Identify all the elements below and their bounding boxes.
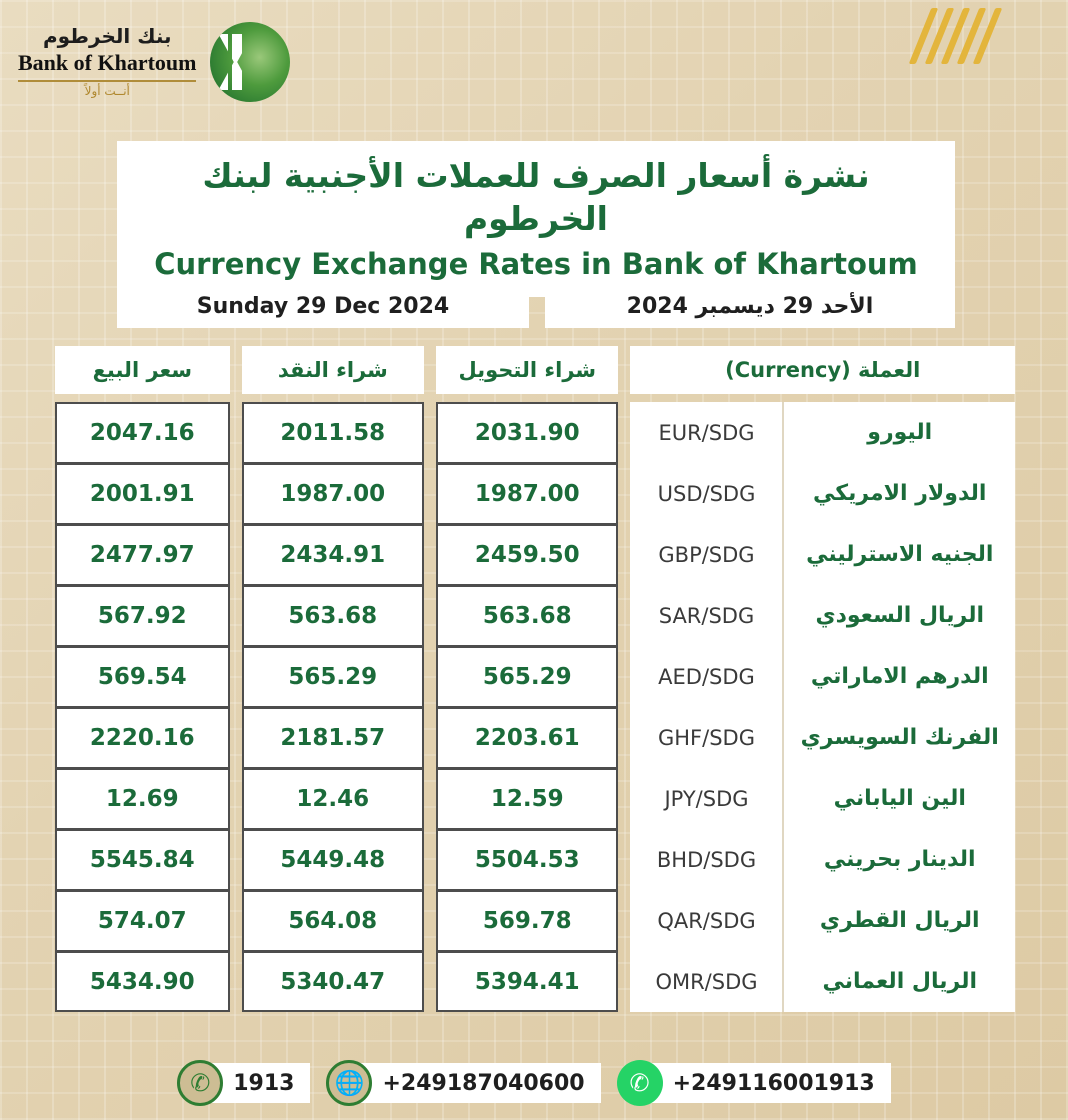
- contact-phone[interactable]: [177, 1060, 310, 1106]
- cell-sell: 569.54: [55, 646, 230, 707]
- currency-code: AED/SDG: [630, 646, 784, 707]
- cell-sell: 5434.90: [55, 951, 230, 1012]
- column-header-sell: سعر البيع: [55, 346, 230, 394]
- title-arabic: نشرة أسعار الصرف للعملات الأجنبية لبنك الخرطوم: [202, 156, 870, 238]
- date-row: [117, 284, 955, 328]
- currency-name: الين الياباني: [833, 786, 966, 811]
- date-arabic: الأحد 29 ديسمبر 2024: [545, 284, 955, 328]
- cell-sell: 2047.16: [55, 402, 230, 463]
- bank-name-english: Bank of Khartoum: [18, 49, 197, 75]
- bank-logo: [18, 22, 290, 102]
- globe-headset-icon: 🌐: [326, 1060, 372, 1106]
- contact-callcenter[interactable]: [326, 1060, 600, 1106]
- currency-name: الريال السعودي: [815, 603, 985, 628]
- cell-buy-transfer: 12.59: [436, 768, 618, 829]
- cell-buy-transfer: 563.68: [436, 585, 618, 646]
- cell-sell: 574.07: [55, 890, 230, 951]
- cell-buy-transfer: 2203.61: [436, 707, 618, 768]
- cell-buy-cash: 564.08: [242, 890, 424, 951]
- contact-whatsapp[interactable]: [617, 1060, 891, 1106]
- table-row: [630, 951, 1015, 1012]
- cell-buy-cash: 565.29: [242, 646, 424, 707]
- cell-buy-transfer: 1987.00: [436, 463, 618, 524]
- cell-buy-cash: 5449.48: [242, 829, 424, 890]
- bok-logo-mark-icon: [210, 22, 290, 102]
- cell-buy-cash: 2011.58: [242, 402, 424, 463]
- cell-buy-cash: 5340.47: [242, 951, 424, 1012]
- cell-buy-cash: 2181.57: [242, 707, 424, 768]
- contact-callcenter-number: +249187040600: [358, 1063, 600, 1103]
- poster-title-card: [117, 141, 955, 297]
- cell-sell: 2001.91: [55, 463, 230, 524]
- cell-buy-cash: 2434.91: [242, 524, 424, 585]
- currency-code: BHD/SDG: [630, 829, 784, 890]
- cell-buy-transfer: 5504.53: [436, 829, 618, 890]
- column-header-buy-cash: شراء النقد: [242, 346, 424, 394]
- column-header-currency: العملة (Currency): [630, 346, 1015, 394]
- cell-sell: 567.92: [55, 585, 230, 646]
- cell-sell: 2477.97: [55, 524, 230, 585]
- bank-logo-text: [18, 25, 196, 99]
- cell-buy-cash: 12.46: [242, 768, 424, 829]
- cell-buy-transfer: 2031.90: [436, 402, 618, 463]
- column-buy-cash: [242, 402, 424, 1012]
- table-row: [630, 707, 1015, 768]
- currency-code: QAR/SDG: [630, 890, 784, 951]
- currency-name: اليورو: [867, 420, 933, 445]
- table-row: [630, 585, 1015, 646]
- currency-name: الدرهم الاماراتي: [810, 664, 989, 689]
- cell-buy-cash: 563.68: [242, 585, 424, 646]
- table-row: [630, 463, 1015, 524]
- phone-icon: ✆: [177, 1060, 223, 1106]
- bank-name-arabic: بنك الخرطوم: [42, 23, 172, 48]
- currency-code: JPY/SDG: [630, 768, 784, 829]
- cell-buy-transfer: 5394.41: [436, 951, 618, 1012]
- currency-code: GBP/SDG: [630, 524, 784, 585]
- table-row: [630, 402, 1015, 463]
- date-english: Sunday 29 Dec 2024: [117, 284, 529, 328]
- cell-sell: 5545.84: [55, 829, 230, 890]
- currency-code: SAR/SDG: [630, 585, 784, 646]
- contact-footer: [0, 1060, 1068, 1106]
- column-header-buy-transfer: شراء التحويل: [436, 346, 618, 394]
- table-body: [55, 402, 1015, 1012]
- currency-code: EUR/SDG: [630, 402, 784, 463]
- column-currency: [630, 402, 1015, 1012]
- table-row: [630, 646, 1015, 707]
- cell-buy-transfer: 565.29: [436, 646, 618, 707]
- logo-divider: [18, 80, 196, 82]
- table-row: [630, 768, 1015, 829]
- column-sell: [55, 402, 230, 1012]
- column-buy-transfer: [436, 402, 618, 1012]
- cell-buy-transfer: 569.78: [436, 890, 618, 951]
- exchange-rate-table: [55, 346, 1015, 1012]
- poster-header: [0, 0, 1068, 128]
- table-row: [630, 524, 1015, 585]
- contact-whatsapp-number: +249116001913: [649, 1063, 891, 1103]
- table-row: [630, 890, 1015, 951]
- cell-buy-cash: 1987.00: [242, 463, 424, 524]
- table-row: [630, 829, 1015, 890]
- bank-slogan: أنــت أولاً: [84, 84, 130, 99]
- cell-sell: 2220.16: [55, 707, 230, 768]
- currency-code: USD/SDG: [630, 463, 784, 524]
- cell-buy-transfer: 2459.50: [436, 524, 618, 585]
- currency-code: GHF/SDG: [630, 707, 784, 768]
- currency-name: الجنيه الاسترليني: [806, 542, 994, 567]
- table-header-row: [55, 346, 1015, 394]
- whatsapp-icon: ✆: [617, 1060, 663, 1106]
- cell-sell: 12.69: [55, 768, 230, 829]
- currency-name: الدينار بحريني: [823, 847, 976, 872]
- gold-stripes-decoration: [920, 8, 1040, 66]
- currency-name: الريال القطري: [819, 908, 980, 933]
- contact-phone-number: 1913: [209, 1063, 310, 1103]
- title-english: Currency Exchange Rates in Bank of Khartoum: [154, 246, 918, 281]
- currency-name: الدولار الامريكي: [813, 481, 987, 506]
- currency-code: OMR/SDG: [630, 951, 784, 1012]
- currency-name: الفرنك السويسري: [800, 725, 999, 750]
- currency-name: الريال العماني: [822, 969, 977, 994]
